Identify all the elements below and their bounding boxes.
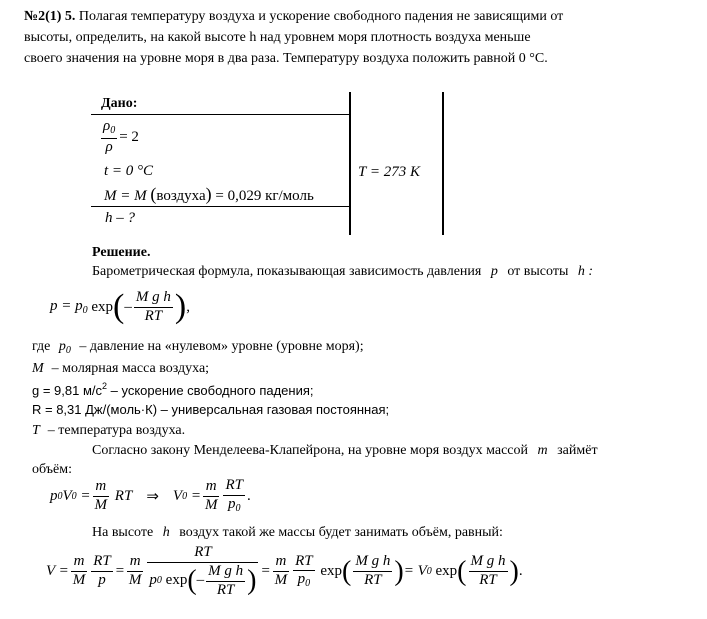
g-line: g = 9,81 $м/с^2$ – ускорение свободного падения; — [32, 381, 314, 398]
clapeyron-line: Согласно закону Менделеева-Клапейрона, на уровне моря воздух массой m займёт — [92, 443, 598, 458]
given-density-ratio: $\frac{\rho_0}{\rho}$ = 2 — [103, 118, 139, 155]
where-line: где $p_0$ – давление на «нулевом» уровне (уровне моря); — [32, 339, 364, 356]
clapeyron-formula: p 0 V 0 = $\frac{m}{M}$ RT ⇒ V 0 = $\frac{m}{M}$ $\frac{RT}{p_0}$ . — [50, 477, 251, 514]
given-unknown: h – ? — [105, 210, 135, 226]
given-temperature: t = 0 °C — [104, 163, 154, 179]
T-line: T – температура воздуха. — [32, 423, 186, 438]
given-vertical-rule-1 — [349, 92, 351, 235]
solution-title: Решение. — [92, 245, 151, 260]
given-si-temperature: T = 273 К — [358, 164, 420, 180]
barometric-formula: $p = p_0$ exp ( – $\frac{\text{M g h}}{RT}$ ) , — [50, 288, 190, 325]
given-title: Дано: — [101, 96, 138, 111]
given-top-rule — [91, 114, 351, 115]
R-line: R = 8,31 Дж/(моль·К) – универсальная газовая постоянная; — [32, 402, 390, 417]
height-line: На высоте h воздух такой же массы будет занимать объём, равный: — [92, 525, 503, 540]
final-formula: V = $\frac{m}{M}$ $\frac{RT}{p}$ = $\frac{m}{M}$ RT p 0 exp ( – $\frac{\text{M g h}}{RT}$ ) = $\frac{m}{M}$ $\frac{RT}{p_0}$ exp ( $\frac{\text{M g h}}{RT}$ ) = V 0 exp ( $\frac{\text{M g h}}{RT}$ ) . — [46, 544, 523, 598]
given-ratio-value: = 2 — [119, 128, 139, 145]
M-line: M – молярная масса воздуха; — [32, 361, 210, 376]
given-molar-mass: M = M (воздуха) = 0,029 кг/моль — [104, 184, 314, 204]
problem-text-1: Полагая температуру воздуха и ускорение свободного падения не зависящими от — [78, 9, 564, 24]
problem-line-3: своего значения на уровне моря в два раза. Температуру воздуха положить равной 0 °С. — [24, 51, 548, 66]
problem-line-2: высоты, определить, на какой высоте h над уровнем моря плотность воздуха меньше — [24, 30, 531, 45]
solution-intro: Барометрическая формула, показывающая зависимость давления p от высоты h : — [92, 264, 594, 279]
problem-number: №2(1) 5. — [24, 9, 76, 24]
given-bottom-rule — [91, 206, 351, 207]
clapeyron-line-2: объём: — [32, 462, 72, 477]
given-vertical-rule-2 — [442, 92, 444, 235]
problem-line-1 — [24, 9, 563, 25]
